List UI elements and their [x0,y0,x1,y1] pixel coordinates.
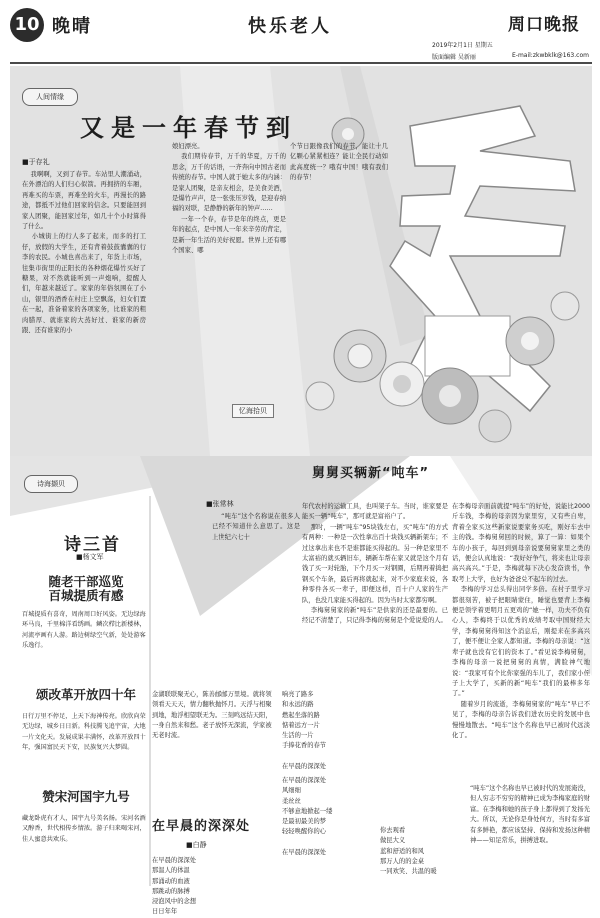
feature-column-1: 我啊啊，又到了春节。车站里人潮涌动，在外漂泊的人们归心似箭。再拥挤的车厢，再难买的车票，再难坐的火车，再漫长的路途，都抵不过他们回家的信念。只要能回到家人团聚，能回家过年，如几十个小时算得了什么。 小城街上的行人多了起来，而多的打工仔，放假的大学生，还有背着鼓鼓囊囊的行李的农民。小城也喜出来了，年货上市场，往集市街里的正阳长的各种烟花爆竹买好了糖果，对不然就能听到一声炮响，提醒人们，年越来越近了。家家的年俗氛围在了小山，银里的酒香在村庄上空飘荡，妇女们置在一起，准备着家的各项家务，比谁家的粗肉腊厚、就谁家的大蒸好过、谁家的新房跟、还有谁家的小 [22,171,146,335]
feature-column-tag: 人间情缘 [22,88,78,106]
masthead-rule [10,62,592,64]
article-author: ■张常林 [206,500,234,508]
article-column-2: 年代农村的运输工具，也叫架子车。当时，谁家要是能买一辆“吨车”，那可就是富裕户了。 那时，一辆“吨车”95块钱左右，买“吨车”的方式有两种：一种是一次性拿出百十块钱买辆新架车；不过这拿出来也不是谁都能买得起的。另一种是家里不太富裕的就买辆旧车，辆新车帮在家又就是这个月有钱了买一对轮胎，下个月买一对钢圈，后期再着捣把钢买个车条，最后再将就起来，对不少家庭来说，各种零件各买一辈子，即便这样，百十户人家的生产队，也没几家能买得起的。因为当时太家都穷啊。 李梅舅舅家的新“吨车”是供家的还是最要的。已经记不清楚了，只记得李梅的舅舅是个爱说爱的人。 [302,503,449,625]
feature-author: ■于存礼 [22,158,50,166]
poem-author: ■杨文军 [76,553,104,561]
feature-column-2: 娘妇漂亮。 我们期待春节，万千的华夏，万千的思念，万千的话语，一齐奔向中国古老而传统的春节。中国人就于她太多的内涵：是家人团聚，是亲友相会，是美食美酒，是爆竹声声，是一张张压岁钱，是迎春纳福的对联，是静静的新年的钟声…… 一年一个春，春节是年的终点，更是年的起点，是中国人一年来辛劳的背定，是新一年生活的美好祝愿。世界上还有哪个国家、哪 [172,143,286,255]
morning-poem-title: 在早晨的深深处 [152,819,251,834]
page-number-badge: 10 [10,8,44,42]
article-title: 舅舅买辆新“吨车” [312,466,430,481]
editors-credit: 版面编辑 吴新丽 [432,54,476,61]
poem-1-body: 百城提质有喜奇，周南周口好风姿。无边绿海环马良，千里棉洋看绣画。鳞次栉比新楼林，河流亭画有人游。路边树绿空气新，处处游客乐逸行。 [22,611,146,650]
article-column-1: “吨车”这个名称说在很多人已经不知道什么意思了。这是上世纪六七十 [212,513,300,541]
morning-poem-author: ■白静 [186,841,207,849]
poem-3-body: 藏龙卧虎有才人，国宇九号美名扬。宋河名酒又醇香，世代相传乡情浓。游子归来喝宋河，佳人蜜意共欢乐。 [22,815,146,843]
morning-poem-col-2: 在早晨的深深处 风细细 柔丝丝 不够意地掀起一缕 是最初最美的梦 轻轻唤醒你的心 在早晨的深深处 [282,777,333,857]
feature-title: 又是一年春节到 [80,113,297,142]
issue-date: 2019年2月1日 星期五 [432,42,493,49]
article-column-4: “吨车”这个名称也早已被时代的发展淹没，但人穷志不穷穷的精神已成为李梅家庭的财富。在李梅和她的孩子身上都得到了发扬光大。所以，无论你是身处何方，当时有多富有多鲜艳，都应该坚持、保持和发扬这种精神——知足常乐，拼搏进取。 [470,785,590,845]
section-name: 晚晴 [52,16,92,37]
poem-2-title: 颂改革开放四十年 [35,687,136,702]
feature-column-3: 个节日跟像我们的春节，能让十几亿颗心紧紧相连？能让全民行动如此高度统一？哦有中国！哦有我们的春节！ [290,143,388,182]
contact-email: E-mail:zkwbklk@163.com [512,52,589,59]
newspaper-logo: 周口晚报 [508,15,580,35]
poem-3-title: 赞宋河国宇九号 [42,789,130,804]
morning-poem-col-4: 你去观看 做昆大义 蓝和舒适的和风 那万人的的金桌 一同欢笑、共温的暖 [380,827,437,876]
poem-column-tag: 诗海撷贝 [24,475,78,493]
poem-2-body: 日行万里不停足，上天下海神传亮。欣欣向荣无边绿，城乡日日新。科技腾飞追宇宙，大地一片文化天。发展成果丰满怀，改革开放四十年，强国富民天下安，民族复兴大梦圆。 [22,713,146,752]
page-title: 快乐老人 [248,16,332,37]
photo-credit: 忆海拾贝 [232,404,274,418]
morning-poem-col-3: 响亮了路多 和永远的路 燃起坐落的路 惦着远方一片 生活的一片 手捧花香的春节 在早晨的深深处 [282,691,327,771]
poem-1-title: 随老干部巡览 百城提质有感 [48,574,124,603]
article-column-3: 在李梅母亲面前就提“吨车”的好处，说能比2000斤车钱，李梅的母亲因为家里穷，又有些自卑，背着全家买这些新家说要家务买吃，刚好车去中主的钱。李梅舅舅回的时候，算了一算：如果个车的小孩子，每回到到母亲说要舅舅家里之类的话，便会认真地说：“我好好争气，将来也让母亲高兴高兴。”于是，李梅就每下决心发奋读书，争取考上大学，也好为爸爸兑不起车的过去。 李梅的学习总头得出同学多倍。在村子里学习都很刻苦，被子把眼睛蒙住，睡觉也要背上李梅便是领学着更明月五更鸡的“她一样，功夫不负有心人，李梅终于以优秀的成绩考取中国财经大学，李梅舅舅得知这个消息后，刚提来在多高兴了，便不便让全家人都知道。李梅的母亲说：“这辈子就也没有它们的资本了。”看见说李梅舅舅，李梅的母亲一说把舅舅的真情，满脸神气地说：“我家可有个比你家强的车儿了，我们家小侄子上大学了，买新的新“吨车”我们的最棒多年了。” 随着岁月的流逝，李梅舅舅家的“吨车”早已不见了，李梅的母亲告诉我们进农历史的发展中也慢慢地散去。“吨车”这个名称也早已被时代远淡化了。 [452,503,590,739]
morning-poem-col-1: 在早晨的深深处 那温人的体温 那涌动的血液 那跳动的脉搏 浸泡风中的念想 日日年年 [152,857,197,916]
poem-section-title: 诗三首 [64,535,121,555]
short-poem: 金湖联联聚无心，陈善邮邮万里境。就将领领看天天天，情力翻秋抛怀月。天浮与相聚到地，地浮相望联无为。三刻鸣远结天阳，一身自然来和愁。老子放怀无深流，学家被无老时流。 [152,691,272,740]
spring-character-art [390,106,575,411]
